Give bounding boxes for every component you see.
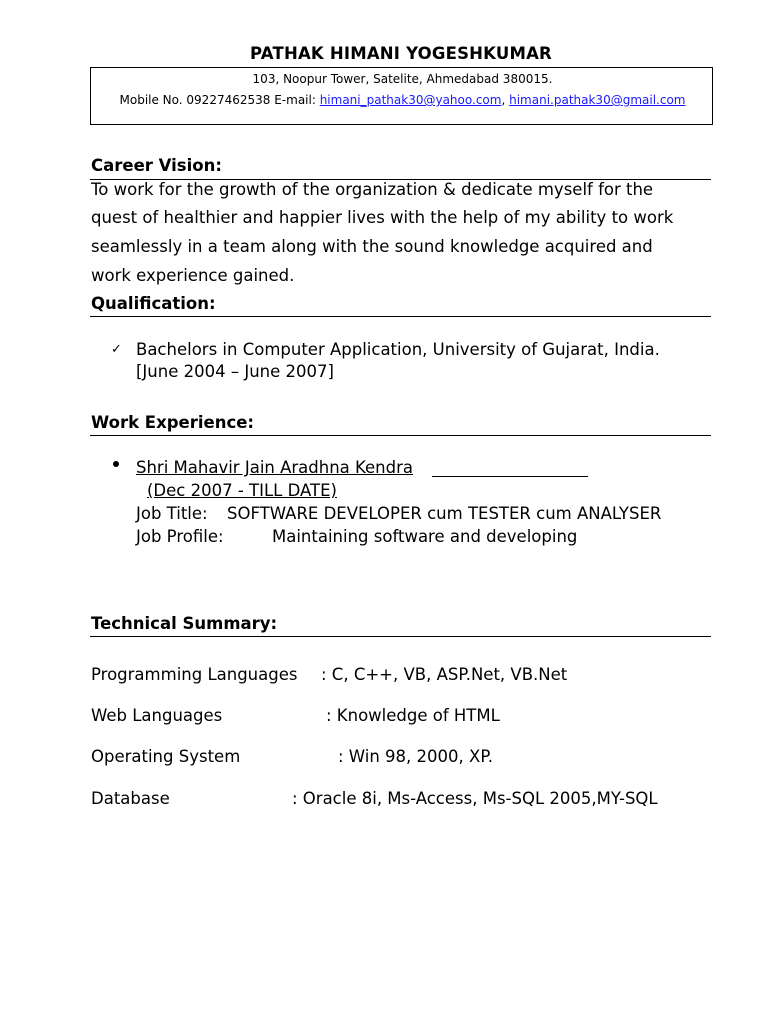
employer-name: Shri Mahavir Jain Aradhna Kendra	[136, 458, 414, 477]
contact-line	[91, 93, 714, 107]
email-link-gmail[interactable]: himani.pathak30@gmail.com	[509, 93, 686, 107]
tech-row-label: Database	[91, 789, 170, 808]
tech-row-value: : Knowledge of HTML	[326, 706, 500, 725]
tech-row-label: Web Languages	[91, 706, 223, 725]
qualification-degree: Bachelors in Computer Application, University of Gujarat, India.	[136, 340, 660, 359]
qualification-dates: [June 2004 – June 2007]	[136, 362, 334, 381]
employer-underline	[432, 476, 588, 477]
candidate-name: PATHAK HIMANI YOGESHKUMAR	[250, 44, 552, 63]
job-profile-value: Maintaining software and developing	[272, 527, 578, 546]
checkmark-icon: ✓	[111, 342, 122, 357]
job-title-label: Job Title:	[136, 504, 208, 523]
contact-box	[90, 67, 713, 125]
bullet-icon	[113, 461, 119, 467]
career-vision-line: quest of healthier and happier lives with the help of my ability to work	[91, 208, 674, 227]
career-vision-line: To work for the growth of the organization & dedicate myself for the	[91, 180, 654, 199]
address-line: 103, Noopur Tower, Satelite, Ahmedabad 380015.	[252, 72, 553, 86]
job-profile-label: Job Profile:	[136, 527, 224, 546]
email-separator: ,	[501, 93, 510, 107]
job-title-value: SOFTWARE DEVELOPER cum TESTER cum ANALYSER	[227, 504, 662, 523]
tech-row-value: : Win 98, 2000, XP.	[338, 747, 493, 766]
qualification-heading: Qualification:	[91, 294, 216, 313]
technical-summary-rule	[90, 636, 711, 637]
qualification-rule	[90, 316, 711, 317]
career-vision-line: seamlessly in a team along with the sound knowledge acquired and	[91, 237, 653, 256]
tech-row-value: : C, C++, VB, ASP.Net, VB.Net	[321, 665, 568, 684]
work-experience-heading: Work Experience:	[91, 413, 255, 432]
mobile-text: Mobile No. 09227462538 E-mail:	[119, 93, 320, 107]
tech-row-label: Operating System	[91, 747, 241, 766]
career-vision-line: work experience gained.	[91, 266, 295, 285]
career-vision-heading: Career Vision:	[91, 156, 222, 175]
technical-summary-heading: Technical Summary:	[91, 614, 278, 633]
tech-row-label: Programming Languages	[91, 665, 298, 684]
tech-row-value: : Oracle 8i, Ms-Access, Ms-SQL 2005,MY-SQL	[292, 789, 658, 808]
employment-duration: (Dec 2007 - TILL DATE)	[147, 481, 337, 500]
email-link-yahoo[interactable]: himani_pathak30@yahoo.com	[319, 93, 502, 107]
work-experience-rule	[90, 435, 711, 436]
